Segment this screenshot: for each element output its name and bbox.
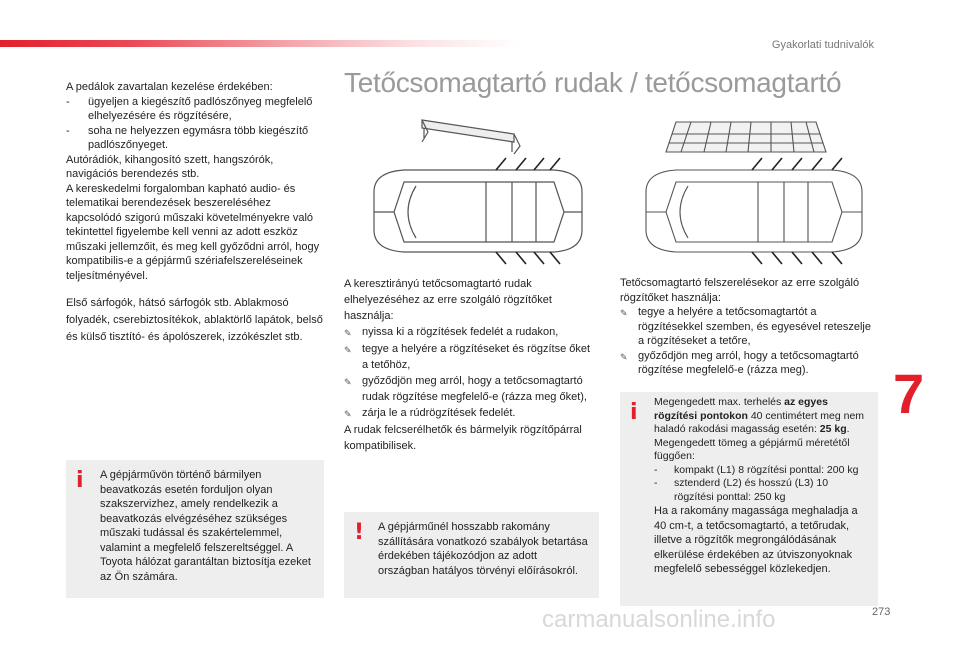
roof-bars-illustration xyxy=(364,112,592,270)
chapter-number: 7 xyxy=(893,362,925,425)
roof-bars-intro: A keresztirányú tetőcsomagtartó rudak elhelyezéséhez az erre szolgáló rögzítőket használja: xyxy=(344,278,552,322)
radio-heading: Autórádiók, kihangosító szett, hangszórók, navigációs berendezés stb. xyxy=(66,153,274,180)
list-item: - ügyeljen a kiegészítő padlószőnyeg megfelelő elhelyezésére és rögzítésére, xyxy=(66,95,313,122)
left-column xyxy=(66,80,326,358)
info-icon: i xyxy=(76,468,84,493)
header-accent-bar xyxy=(0,40,520,47)
watermark: carmanualsonline.info xyxy=(542,606,776,633)
bullet-icon: ✎ xyxy=(620,351,628,362)
bullet-icon: ✎ xyxy=(344,377,352,387)
bullet-icon: ✎ xyxy=(344,345,352,355)
pedal-intro: A pedálok zavartalan kezelése érdekében: xyxy=(66,81,273,93)
header-title: Gyakorlati tudnivalók xyxy=(771,39,874,51)
warning-icon: ! xyxy=(354,520,365,545)
radio-text: A kereskedelmi forgalomban kapható audio- és telematikai berendezések beszereléséhez kapcsolódó szigorú műszaki követelményekre való tekintettel figyelembe kell venni az adott eszköz műszaki jellemzőit, és meg kell győződni arról, hogy kompatibilis-e a gépjármű szériafelszereléseinek teljesítményével. xyxy=(66,182,320,282)
list-item: - kompakt (L1) 8 rögzítési ponttal: 200 kg xyxy=(654,463,859,476)
middle-column xyxy=(344,276,599,454)
list-item: ✎ tegye a helyére a tetőcsomagtartót a rögzítésekkel szemben, és egyesével reteszelje a rögzítéseket a tetőre, xyxy=(620,306,871,347)
load-limit-text: Megengedett max. terhelés az egyes rögzítési pontokon 40 centimétert meg nem haladó rakodási magasság esetén: 25 kg. xyxy=(654,396,865,435)
warning-box xyxy=(344,512,599,598)
warning-box-text: A gépjárműnél hosszabb rakomány szállítására vonatkozó szabályok betartása érdekében tájékozódjon az adott országban hatályos törvényi előírásokról. xyxy=(378,521,588,577)
list-item: - soha ne helyezzen egymásra több kiegészítő padlószőnyeget. xyxy=(66,124,309,151)
info-box-service xyxy=(66,460,324,598)
section-title: Tetőcsomagtartó rudak / tetőcsomagtartó xyxy=(344,67,842,98)
weight-heading: Megengedett tömeg a gépjármű méretétől függően: xyxy=(654,436,850,462)
bullet-icon: ✎ xyxy=(344,409,352,419)
roof-rack-intro: Tetőcsomagtartó felszerelésekor az erre szolgáló rögzítőket használja: xyxy=(620,277,860,304)
roof-bars-outro: A rudak felcserélhetők és bármelyik rögzítőpárral kompatibilisek. xyxy=(344,424,582,452)
accessories-paragraph: Első sárfogók, hátsó sárfogók stb. Ablakmosó folyadék, cserebiztosítékok, ablaktörlő lapátok, belső és külső tisztító- és ápolószerek, izzókészlet stb. xyxy=(66,297,323,343)
bullet-icon: ✎ xyxy=(620,308,628,318)
list-item: ✎ győződjön meg arról, hogy a tetőcsomagtartó rögzítése megfelelő-e (rázza meg). xyxy=(620,349,859,376)
bullet-icon: ✎ xyxy=(344,328,352,338)
info-icon: i xyxy=(630,400,638,425)
roof-rack-illustration xyxy=(636,112,872,270)
list-item: ✎ zárja le a rúdrögzítések fedelét. xyxy=(344,405,599,422)
info-box-load xyxy=(620,392,878,606)
speed-advice: Ha a rakomány magassága meghaladja a 40 cm-t, a tetőcsomagtartó, a tetőrudak, illetve a rögzítők megrongálódásának elkerülése érdekében az útviszonyoknak megfelelő sebességgel közlekedjen. xyxy=(654,505,858,575)
info-box-text: A gépjárművön történő bármilyen beavatkozás esetén forduljon olyan szakszervizhez, amely rendelkezik a beavatkozás elvégzéséhez szükséges műszaki tudással és szakértelemmel, valamint a megfelelő felszereltséggel. A Toyota hálózat garantáltan biztosítja ezeket az Ön számára. xyxy=(100,469,311,583)
page-number: 273 xyxy=(872,606,891,618)
list-item: ✎ nyissa ki a rögzítések fedelét a rudakon, xyxy=(344,324,599,341)
list-item: ✎ győződjön meg arról, hogy a tetőcsomagtartó rudak rögzítése megfelelő-e (rázza meg őket), xyxy=(344,375,587,403)
list-item: ✎ tegye a helyére a rögzítéseket és rögzítse őket a tetőhöz, xyxy=(344,343,591,371)
pedal-paragraph xyxy=(66,80,326,283)
list-item: - sztenderd (L2) és hosszú (L3) 10 rögzítési ponttal: 250 kg xyxy=(654,477,829,503)
right-column xyxy=(620,276,875,378)
